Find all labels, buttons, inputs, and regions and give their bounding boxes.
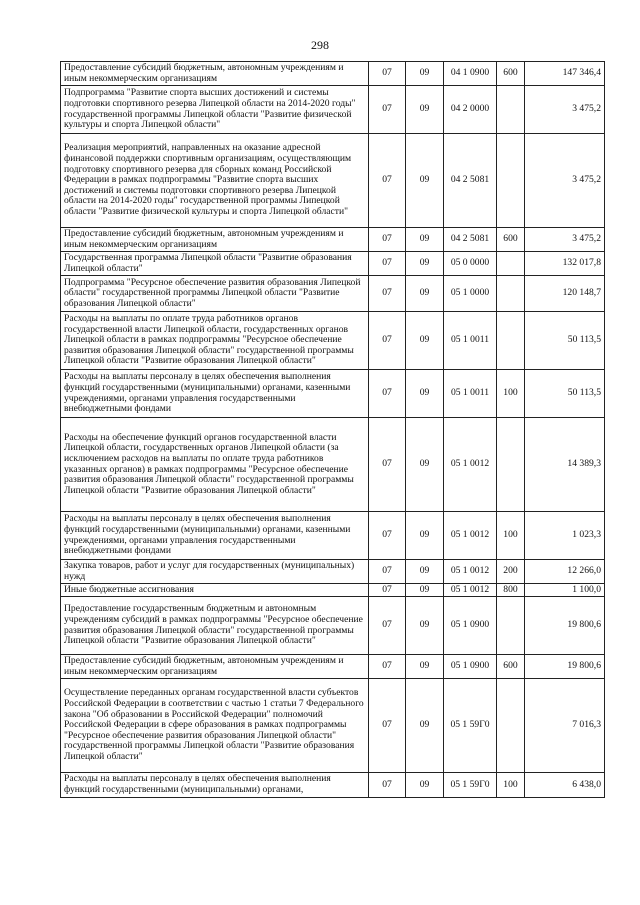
row-subsection-code: 09: [406, 370, 444, 418]
row-subsection-code: 09: [406, 597, 444, 655]
row-target-article-code: 05 1 59Г0: [444, 773, 497, 798]
table-row: [61, 773, 605, 798]
row-section-code: 07: [369, 370, 406, 418]
row-amount: 3 475,2: [525, 86, 605, 134]
row-amount: 1 023,3: [525, 512, 605, 560]
row-section-code: 07: [369, 62, 406, 86]
row-description: Расходы на выплаты персоналу в целях обеспечения выполнения функций государственными (муниципальными) органами,: [61, 773, 369, 798]
row-amount: 1 100,0: [525, 584, 605, 597]
row-expense-type-code: 600: [497, 655, 525, 679]
row-section-code: 07: [369, 312, 406, 370]
table-row: [61, 655, 605, 679]
row-subsection-code: 09: [406, 512, 444, 560]
row-subsection-code: 09: [406, 312, 444, 370]
row-subsection-code: 09: [406, 276, 444, 312]
row-description: Подпрограмма "Развитие спорта высших достижений и системы подготовки спортивного резерва Липецкой области на 2014-2020 годы" государственной программы Липецкой области "Развитие физической культуры и спорта Липецкой области": [61, 86, 369, 134]
row-target-article-code: 04 1 0900: [444, 62, 497, 86]
row-section-code: 07: [369, 512, 406, 560]
row-section-code: 07: [369, 134, 406, 228]
row-subsection-code: 09: [406, 228, 444, 252]
row-target-article-code: 05 1 0012: [444, 418, 497, 512]
row-expense-type-code: 100: [497, 512, 525, 560]
row-expense-type-code: 800: [497, 584, 525, 597]
row-amount: 50 113,5: [525, 370, 605, 418]
row-section-code: 07: [369, 86, 406, 134]
row-expense-type-code: 100: [497, 370, 525, 418]
row-description: Закупка товаров, работ и услуг для государственных (муниципальных) нужд: [61, 560, 369, 584]
row-section-code: 07: [369, 418, 406, 512]
row-target-article-code: 05 1 0012: [444, 512, 497, 560]
row-expense-type-code: [497, 597, 525, 655]
row-expense-type-code: 100: [497, 773, 525, 798]
row-section-code: 07: [369, 679, 406, 773]
row-amount: 6 438,0: [525, 773, 605, 798]
table-row: [61, 512, 605, 560]
table-row: [61, 86, 605, 134]
row-description: Предоставление государственным бюджетным и автономным учреждениям субсидий в рамках подпрограммы "Ресурсное обеспечение развития образования Липецкой области" государственной программы Липецкой области "Развитие образования Липецкой области": [61, 597, 369, 655]
table-row: [61, 679, 605, 773]
row-amount: 50 113,5: [525, 312, 605, 370]
row-amount: 120 148,7: [525, 276, 605, 312]
row-target-article-code: 05 1 59Г0: [444, 679, 497, 773]
table-row: [61, 62, 605, 86]
row-description: Государственная программа Липецкой области "Развитие образования Липецкой области": [61, 252, 369, 276]
row-target-article-code: 04 2 0000: [444, 86, 497, 134]
row-target-article-code: 04 2 5081: [444, 134, 497, 228]
row-target-article-code: 05 1 0900: [444, 597, 497, 655]
row-target-article-code: 05 0 0000: [444, 252, 497, 276]
row-target-article-code: 05 1 0012: [444, 560, 497, 584]
row-expense-type-code: 600: [497, 62, 525, 86]
row-subsection-code: 09: [406, 62, 444, 86]
row-expense-type-code: [497, 134, 525, 228]
row-section-code: 07: [369, 773, 406, 798]
table-row: [61, 312, 605, 370]
row-target-article-code: 05 1 0011: [444, 312, 497, 370]
budget-table: [60, 61, 605, 798]
row-section-code: 07: [369, 655, 406, 679]
row-subsection-code: 09: [406, 773, 444, 798]
table-row: [61, 584, 605, 597]
row-target-article-code: 05 1 0900: [444, 655, 497, 679]
row-description: Расходы на выплаты по оплате труда работников органов государственной власти Липецкой области, государственных органов Липецкой области в рамках подпрограммы "Ресурсное обеспечение развития образования Липецкой области" государственной программы Липецкой области "Развитие образования Липецкой области": [61, 312, 369, 370]
row-description: Предоставление субсидий бюджетным, автономным учреждениям и иным некоммерческим организациям: [61, 62, 369, 86]
table-row: [61, 370, 605, 418]
row-target-article-code: 05 1 0000: [444, 276, 497, 312]
row-section-code: 07: [369, 560, 406, 584]
row-description: Осуществление переданных органам государственной власти субъектов Российской Федерации в соответствии с частью 1 статьи 7 Федерального закона "Об образовании в Российской Федерации" полномочий Российской Федерации в сфере образования в рамках подпрограммы "Ресурсное обеспечение развития образования Липецкой области" государственной программы Липецкой области "Развитие образования Липецкой области": [61, 679, 369, 773]
row-subsection-code: 09: [406, 679, 444, 773]
row-expense-type-code: 200: [497, 560, 525, 584]
row-amount: 147 346,4: [525, 62, 605, 86]
row-subsection-code: 09: [406, 134, 444, 228]
page-number: 298: [311, 38, 329, 52]
row-expense-type-code: [497, 679, 525, 773]
row-target-article-code: 05 1 0011: [444, 370, 497, 418]
table-row: [61, 252, 605, 276]
table-row: [61, 597, 605, 655]
row-amount: 3 475,2: [525, 228, 605, 252]
row-subsection-code: 09: [406, 418, 444, 512]
row-description: Расходы на выплаты персоналу в целях обеспечения выполнения функций государственными (муниципальными) органами, казенными учреждениями, органами управления государственными внебюджетными фондами: [61, 512, 369, 560]
row-section-code: 07: [369, 228, 406, 252]
row-subsection-code: 09: [406, 584, 444, 597]
row-section-code: 07: [369, 584, 406, 597]
table-row: [61, 228, 605, 252]
row-expense-type-code: [497, 418, 525, 512]
row-description: Реализация мероприятий, направленных на оказание адресной финансовой поддержки спортивным организациям, осуществляющим подготовку спортивного резерва для сборных команд Российской Федерации в рамках подпрограммы "Развитие спорта высших достижений и системы подготовки спортивного резерва Липецкой области на 2014-2020 годы" государственной программы Липецкой области "Развитие физической культуры и спорта Липецкой области": [61, 134, 369, 228]
row-amount: 132 017,8: [525, 252, 605, 276]
row-description: Предоставление субсидий бюджетным, автономным учреждениям и иным некоммерческим организациям: [61, 655, 369, 679]
table-row: [61, 134, 605, 228]
row-expense-type-code: [497, 252, 525, 276]
row-section-code: 07: [369, 597, 406, 655]
row-description: Иные бюджетные ассигнования: [61, 584, 369, 597]
row-amount: 7 016,3: [525, 679, 605, 773]
row-amount: 14 389,3: [525, 418, 605, 512]
table-row: [61, 276, 605, 312]
row-expense-type-code: [497, 86, 525, 134]
row-section-code: 07: [369, 252, 406, 276]
row-expense-type-code: [497, 312, 525, 370]
row-expense-type-code: 600: [497, 228, 525, 252]
row-description: Подпрограмма "Ресурсное обеспечение развития образования Липецкой области" государственной программы Липецкой области "Развитие образования Липецкой области": [61, 276, 369, 312]
row-subsection-code: 09: [406, 560, 444, 584]
row-target-article-code: 04 2 5081: [444, 228, 497, 252]
row-section-code: 07: [369, 276, 406, 312]
row-amount: 12 266,0: [525, 560, 605, 584]
table-row: [61, 418, 605, 512]
row-description: Предоставление субсидий бюджетным, автономным учреждениям и иным некоммерческим организациям: [61, 228, 369, 252]
row-amount: 3 475,2: [525, 134, 605, 228]
row-subsection-code: 09: [406, 655, 444, 679]
row-expense-type-code: [497, 276, 525, 312]
row-subsection-code: 09: [406, 252, 444, 276]
budget-table-body: [61, 62, 605, 798]
row-amount: 19 800,6: [525, 597, 605, 655]
row-subsection-code: 09: [406, 86, 444, 134]
row-description: Расходы на выплаты персоналу в целях обеспечения выполнения функций государственными (муниципальными) органами, казенными учреждениями, органами управления государственными внебюджетными фондами: [61, 370, 369, 418]
row-amount: 19 800,6: [525, 655, 605, 679]
row-description: Расходы на обеспечение функций органов государственной власти Липецкой области, государственных органов Липецкой области (за исключением расходов на выплаты по оплате труда работников указанных органов) в рамках подпрограммы "Ресурсное обеспечение развития образования Липецкой области" государственной программы Липецкой области "Развитие образования Липецкой области": [61, 418, 369, 512]
table-row: [61, 560, 605, 584]
row-target-article-code: 05 1 0012: [444, 584, 497, 597]
